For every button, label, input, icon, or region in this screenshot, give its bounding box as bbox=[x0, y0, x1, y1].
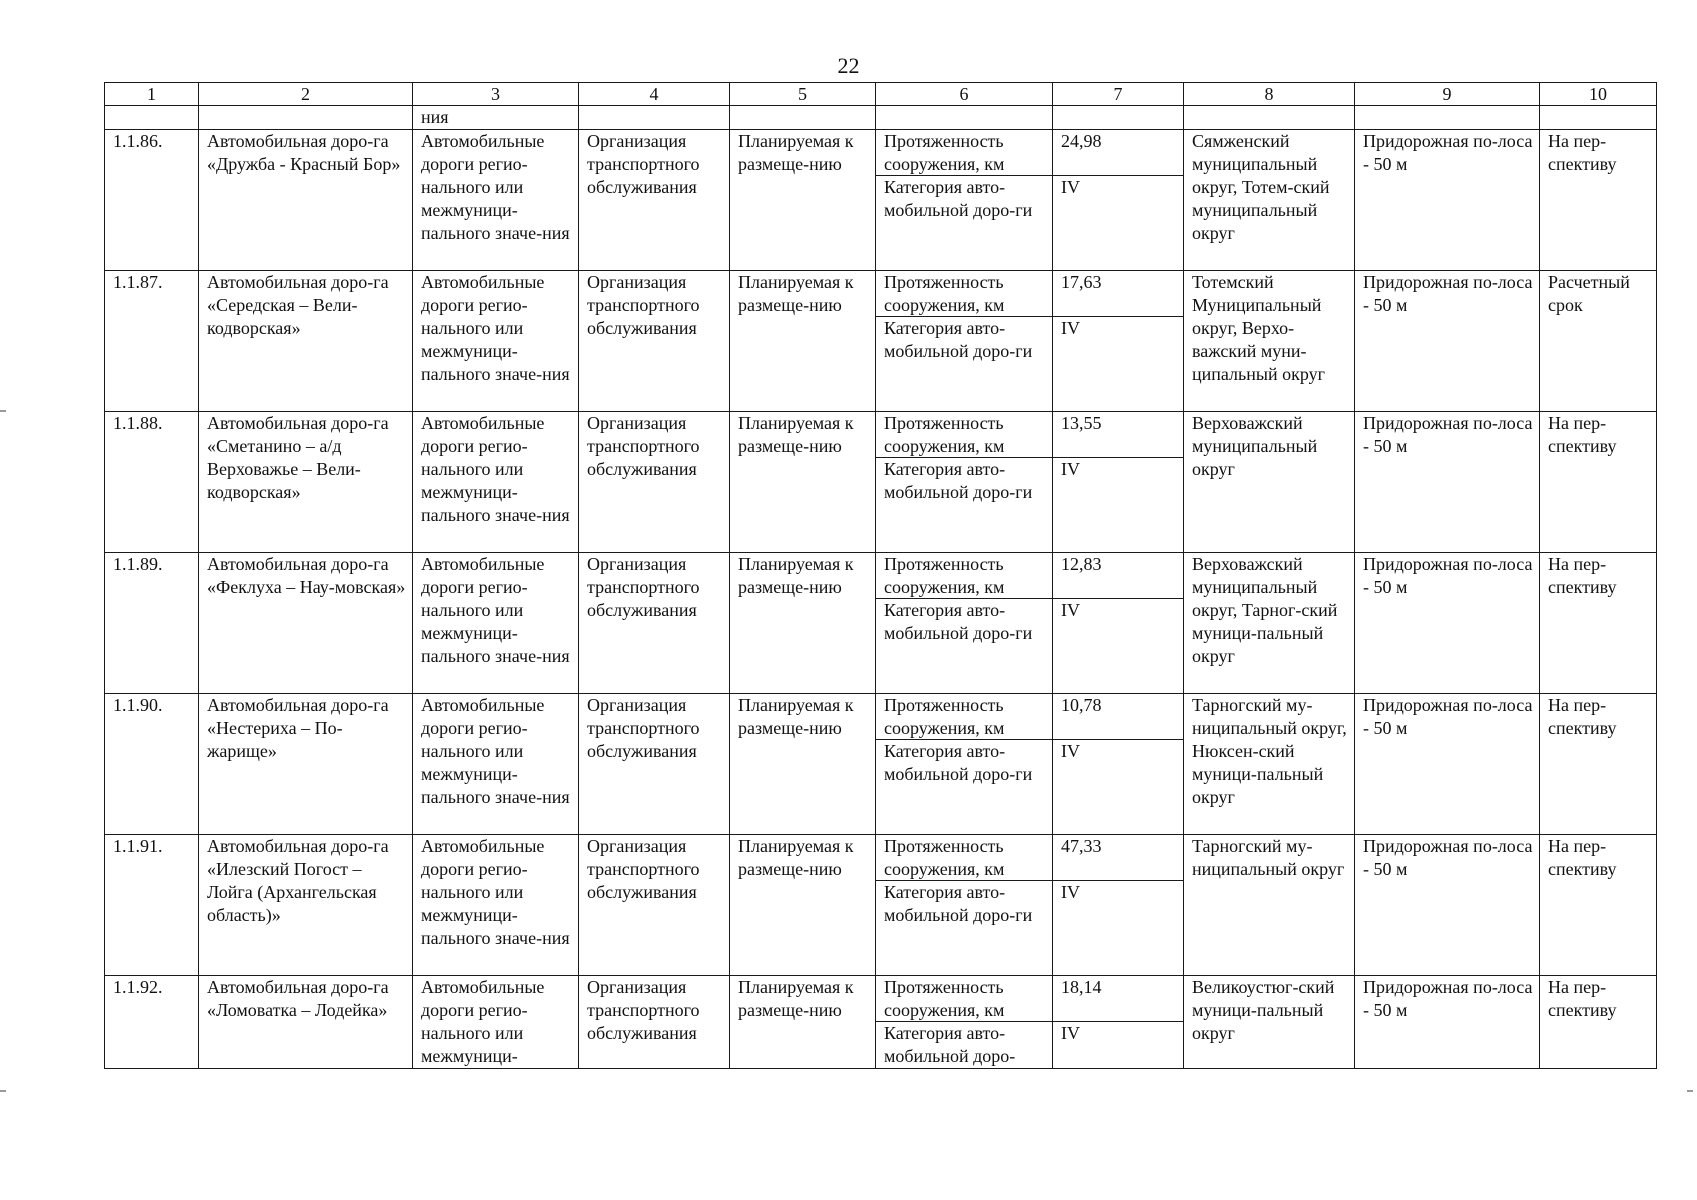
location: Тарногский му-ниципальный округ bbox=[1184, 835, 1355, 976]
row-number: 1.1.89. bbox=[105, 553, 199, 694]
value-cell bbox=[1053, 412, 1184, 553]
object-type: Автомобильные дороги регио-нального или межмуници-пального значе-ния bbox=[413, 694, 579, 835]
row-number: 1.1.92. bbox=[105, 976, 199, 1069]
length-label: Протяженность сооружения, км bbox=[876, 130, 1052, 176]
value-cell bbox=[1053, 130, 1184, 271]
location: Тарногский му-ниципальный округ, Нюксен-ский муници-пальный округ bbox=[1184, 694, 1355, 835]
characteristic-cell bbox=[876, 130, 1053, 271]
implementation-term: На пер-спективу bbox=[1540, 835, 1657, 976]
table-row bbox=[105, 553, 1657, 694]
row-number: 1.1.88. bbox=[105, 412, 199, 553]
empty-cell bbox=[1053, 106, 1184, 130]
category-label: Категория авто-мобильной доро-ги bbox=[884, 741, 1033, 784]
value-cell bbox=[1053, 553, 1184, 694]
object-status: Планируемая к размеще-нию bbox=[730, 553, 876, 694]
length-label: Протяженность сооружения, км bbox=[876, 412, 1052, 458]
length-value: 18,14 bbox=[1053, 976, 1183, 1022]
row-number: 1.1.87. bbox=[105, 271, 199, 412]
column-number: 5 bbox=[730, 83, 876, 106]
category-value: IV bbox=[1061, 1023, 1080, 1043]
object-status: Планируемая к размеще-нию bbox=[730, 271, 876, 412]
object-status: Планируемая к размеще-нию bbox=[730, 976, 876, 1069]
road-name: Автомобильная доро-га «Ломоватка – Лодейка» bbox=[199, 976, 413, 1069]
empty-cell bbox=[1355, 106, 1540, 130]
object-type: Автомобильные дороги регио-нального или межмуници-пального значе-ния bbox=[413, 412, 579, 553]
empty-cell bbox=[1540, 106, 1657, 130]
object-type: Автомобильные дороги регио-нального или межмуници-пального значе-ния bbox=[413, 553, 579, 694]
object-purpose: Организация транспортного обслуживания bbox=[579, 835, 730, 976]
location: Верховажский муниципальный округ, Тарног-ский муници-пальный округ bbox=[1184, 553, 1355, 694]
protection-zone: Придорожная по-лоса - 50 м bbox=[1355, 976, 1540, 1069]
implementation-term: Расчетный срок bbox=[1540, 271, 1657, 412]
empty-cell bbox=[1184, 106, 1355, 130]
protection-zone: Придорожная по-лоса - 50 м bbox=[1355, 412, 1540, 553]
page-number: 22 bbox=[837, 53, 860, 78]
characteristic-cell bbox=[876, 976, 1053, 1069]
location: Верховажский муниципальный округ bbox=[1184, 412, 1355, 553]
location: Великоустюг-ский муници-пальный округ bbox=[1184, 976, 1355, 1069]
length-value: 17,63 bbox=[1053, 271, 1183, 317]
empty-cell bbox=[105, 106, 199, 130]
length-label: Протяженность сооружения, км bbox=[876, 835, 1052, 881]
characteristic-cell bbox=[876, 694, 1053, 835]
objects-table bbox=[104, 82, 1657, 1069]
implementation-term: На пер-спективу bbox=[1540, 694, 1657, 835]
category-label: Категория авто-мобильной доро-ги bbox=[884, 177, 1033, 220]
category-value: IV bbox=[1061, 459, 1080, 479]
length-value: 13,55 bbox=[1053, 412, 1183, 458]
category-value: IV bbox=[1061, 600, 1080, 620]
length-value: 10,78 bbox=[1053, 694, 1183, 740]
implementation-term: На пер-спективу bbox=[1540, 130, 1657, 271]
empty-cell bbox=[730, 106, 876, 130]
implementation-term: На пер-спективу bbox=[1540, 553, 1657, 694]
continuation-row bbox=[105, 106, 1657, 130]
length-value: 47,33 bbox=[1053, 835, 1183, 881]
object-type: Автомобильные дороги регио-нального или межмуници-пального значе-ния bbox=[413, 130, 579, 271]
characteristic-cell bbox=[876, 271, 1053, 412]
implementation-term: На пер-спективу bbox=[1540, 412, 1657, 553]
column-number: 1 bbox=[105, 83, 199, 106]
object-purpose: Организация транспортного обслуживания bbox=[579, 412, 730, 553]
protection-zone: Придорожная по-лоса - 50 м bbox=[1355, 271, 1540, 412]
location: Сямженский муниципальный округ, Тотем-ский муниципальный округ bbox=[1184, 130, 1355, 271]
object-status: Планируемая к размеще-нию bbox=[730, 130, 876, 271]
value-cell bbox=[1053, 271, 1184, 412]
scan-mark bbox=[0, 1090, 6, 1092]
continued-text: ния bbox=[413, 106, 579, 130]
scan-mark bbox=[0, 410, 6, 412]
object-purpose: Организация транспортного обслуживания bbox=[579, 976, 730, 1069]
object-type: Автомобильные дороги регио-нального или межмуници- bbox=[413, 976, 579, 1069]
category-value: IV bbox=[1061, 741, 1080, 761]
column-number: 7 bbox=[1053, 83, 1184, 106]
value-cell bbox=[1053, 835, 1184, 976]
characteristic-cell bbox=[876, 553, 1053, 694]
length-label: Протяженность сооружения, км bbox=[876, 553, 1052, 599]
value-cell bbox=[1053, 694, 1184, 835]
scan-mark bbox=[1687, 1090, 1693, 1092]
object-type: Автомобильные дороги регио-нального или межмуници-пального значе-ния bbox=[413, 835, 579, 976]
protection-zone: Придорожная по-лоса - 50 м bbox=[1355, 694, 1540, 835]
length-label: Протяженность сооружения, км bbox=[876, 694, 1052, 740]
road-name: Автомобильная доро-га «Илезский Погост – Лойга (Архангельская область)» bbox=[199, 835, 413, 976]
empty-cell bbox=[199, 106, 413, 130]
category-value: IV bbox=[1061, 882, 1080, 902]
row-number: 1.1.91. bbox=[105, 835, 199, 976]
object-type: Автомобильные дороги регио-нального или межмуници-пального значе-ния bbox=[413, 271, 579, 412]
row-number: 1.1.86. bbox=[105, 130, 199, 271]
table-row bbox=[105, 694, 1657, 835]
empty-cell bbox=[579, 106, 730, 130]
road-name: Автомобильная доро-га «Нестериха – По-жарище» bbox=[199, 694, 413, 835]
column-number: 9 bbox=[1355, 83, 1540, 106]
protection-zone: Придорожная по-лоса - 50 м bbox=[1355, 835, 1540, 976]
column-number-row bbox=[105, 83, 1657, 106]
characteristic-cell bbox=[876, 412, 1053, 553]
characteristic-cell bbox=[876, 835, 1053, 976]
category-label: Категория авто-мобильной доро- bbox=[884, 1023, 1016, 1066]
table-row bbox=[105, 412, 1657, 553]
object-status: Планируемая к размеще-нию bbox=[730, 694, 876, 835]
table-row bbox=[105, 130, 1657, 271]
column-number: 3 bbox=[413, 83, 579, 106]
row-number: 1.1.90. bbox=[105, 694, 199, 835]
implementation-term: На пер-спективу bbox=[1540, 976, 1657, 1069]
length-value: 24,98 bbox=[1053, 130, 1183, 176]
protection-zone: Придорожная по-лоса - 50 м bbox=[1355, 553, 1540, 694]
category-label: Категория авто-мобильной доро-ги bbox=[884, 882, 1033, 925]
length-label: Протяженность сооружения, км bbox=[876, 976, 1052, 1022]
protection-zone: Придорожная по-лоса - 50 м bbox=[1355, 130, 1540, 271]
object-status: Планируемая к размеще-нию bbox=[730, 412, 876, 553]
category-label: Категория авто-мобильной доро-ги bbox=[884, 318, 1033, 361]
column-number: 10 bbox=[1540, 83, 1657, 106]
object-purpose: Организация транспортного обслуживания bbox=[579, 694, 730, 835]
object-purpose: Организация транспортного обслуживания bbox=[579, 553, 730, 694]
road-name: Автомобильная доро-га «Сметанино – а/д Верховажье – Вели-кодворская» bbox=[199, 412, 413, 553]
column-number: 6 bbox=[876, 83, 1053, 106]
length-label: Протяженность сооружения, км bbox=[876, 271, 1052, 317]
category-label: Категория авто-мобильной доро-ги bbox=[884, 600, 1033, 643]
category-value: IV bbox=[1061, 318, 1080, 338]
object-purpose: Организация транспортного обслуживания bbox=[579, 271, 730, 412]
table-row bbox=[105, 271, 1657, 412]
category-value: IV bbox=[1061, 177, 1080, 197]
empty-cell bbox=[876, 106, 1053, 130]
category-label: Категория авто-мобильной доро-ги bbox=[884, 459, 1033, 502]
object-purpose: Организация транспортного обслуживания bbox=[579, 130, 730, 271]
column-number: 2 bbox=[199, 83, 413, 106]
column-number: 4 bbox=[579, 83, 730, 106]
length-value: 12,83 bbox=[1053, 553, 1183, 599]
road-name: Автомобильная доро-га «Дружба - Красный Бор» bbox=[199, 130, 413, 271]
object-status: Планируемая к размеще-нию bbox=[730, 835, 876, 976]
road-name: Автомобильная доро-га «Середская – Вели-кодворская» bbox=[199, 271, 413, 412]
table-row bbox=[105, 835, 1657, 976]
column-number: 8 bbox=[1184, 83, 1355, 106]
location: Тотемский Муниципальный округ, Верхо-важский муни-ципальный округ bbox=[1184, 271, 1355, 412]
value-cell bbox=[1053, 976, 1184, 1069]
table-row bbox=[105, 976, 1657, 1069]
road-name: Автомобильная доро-га «Феклуха – Нау-мовская» bbox=[199, 553, 413, 694]
